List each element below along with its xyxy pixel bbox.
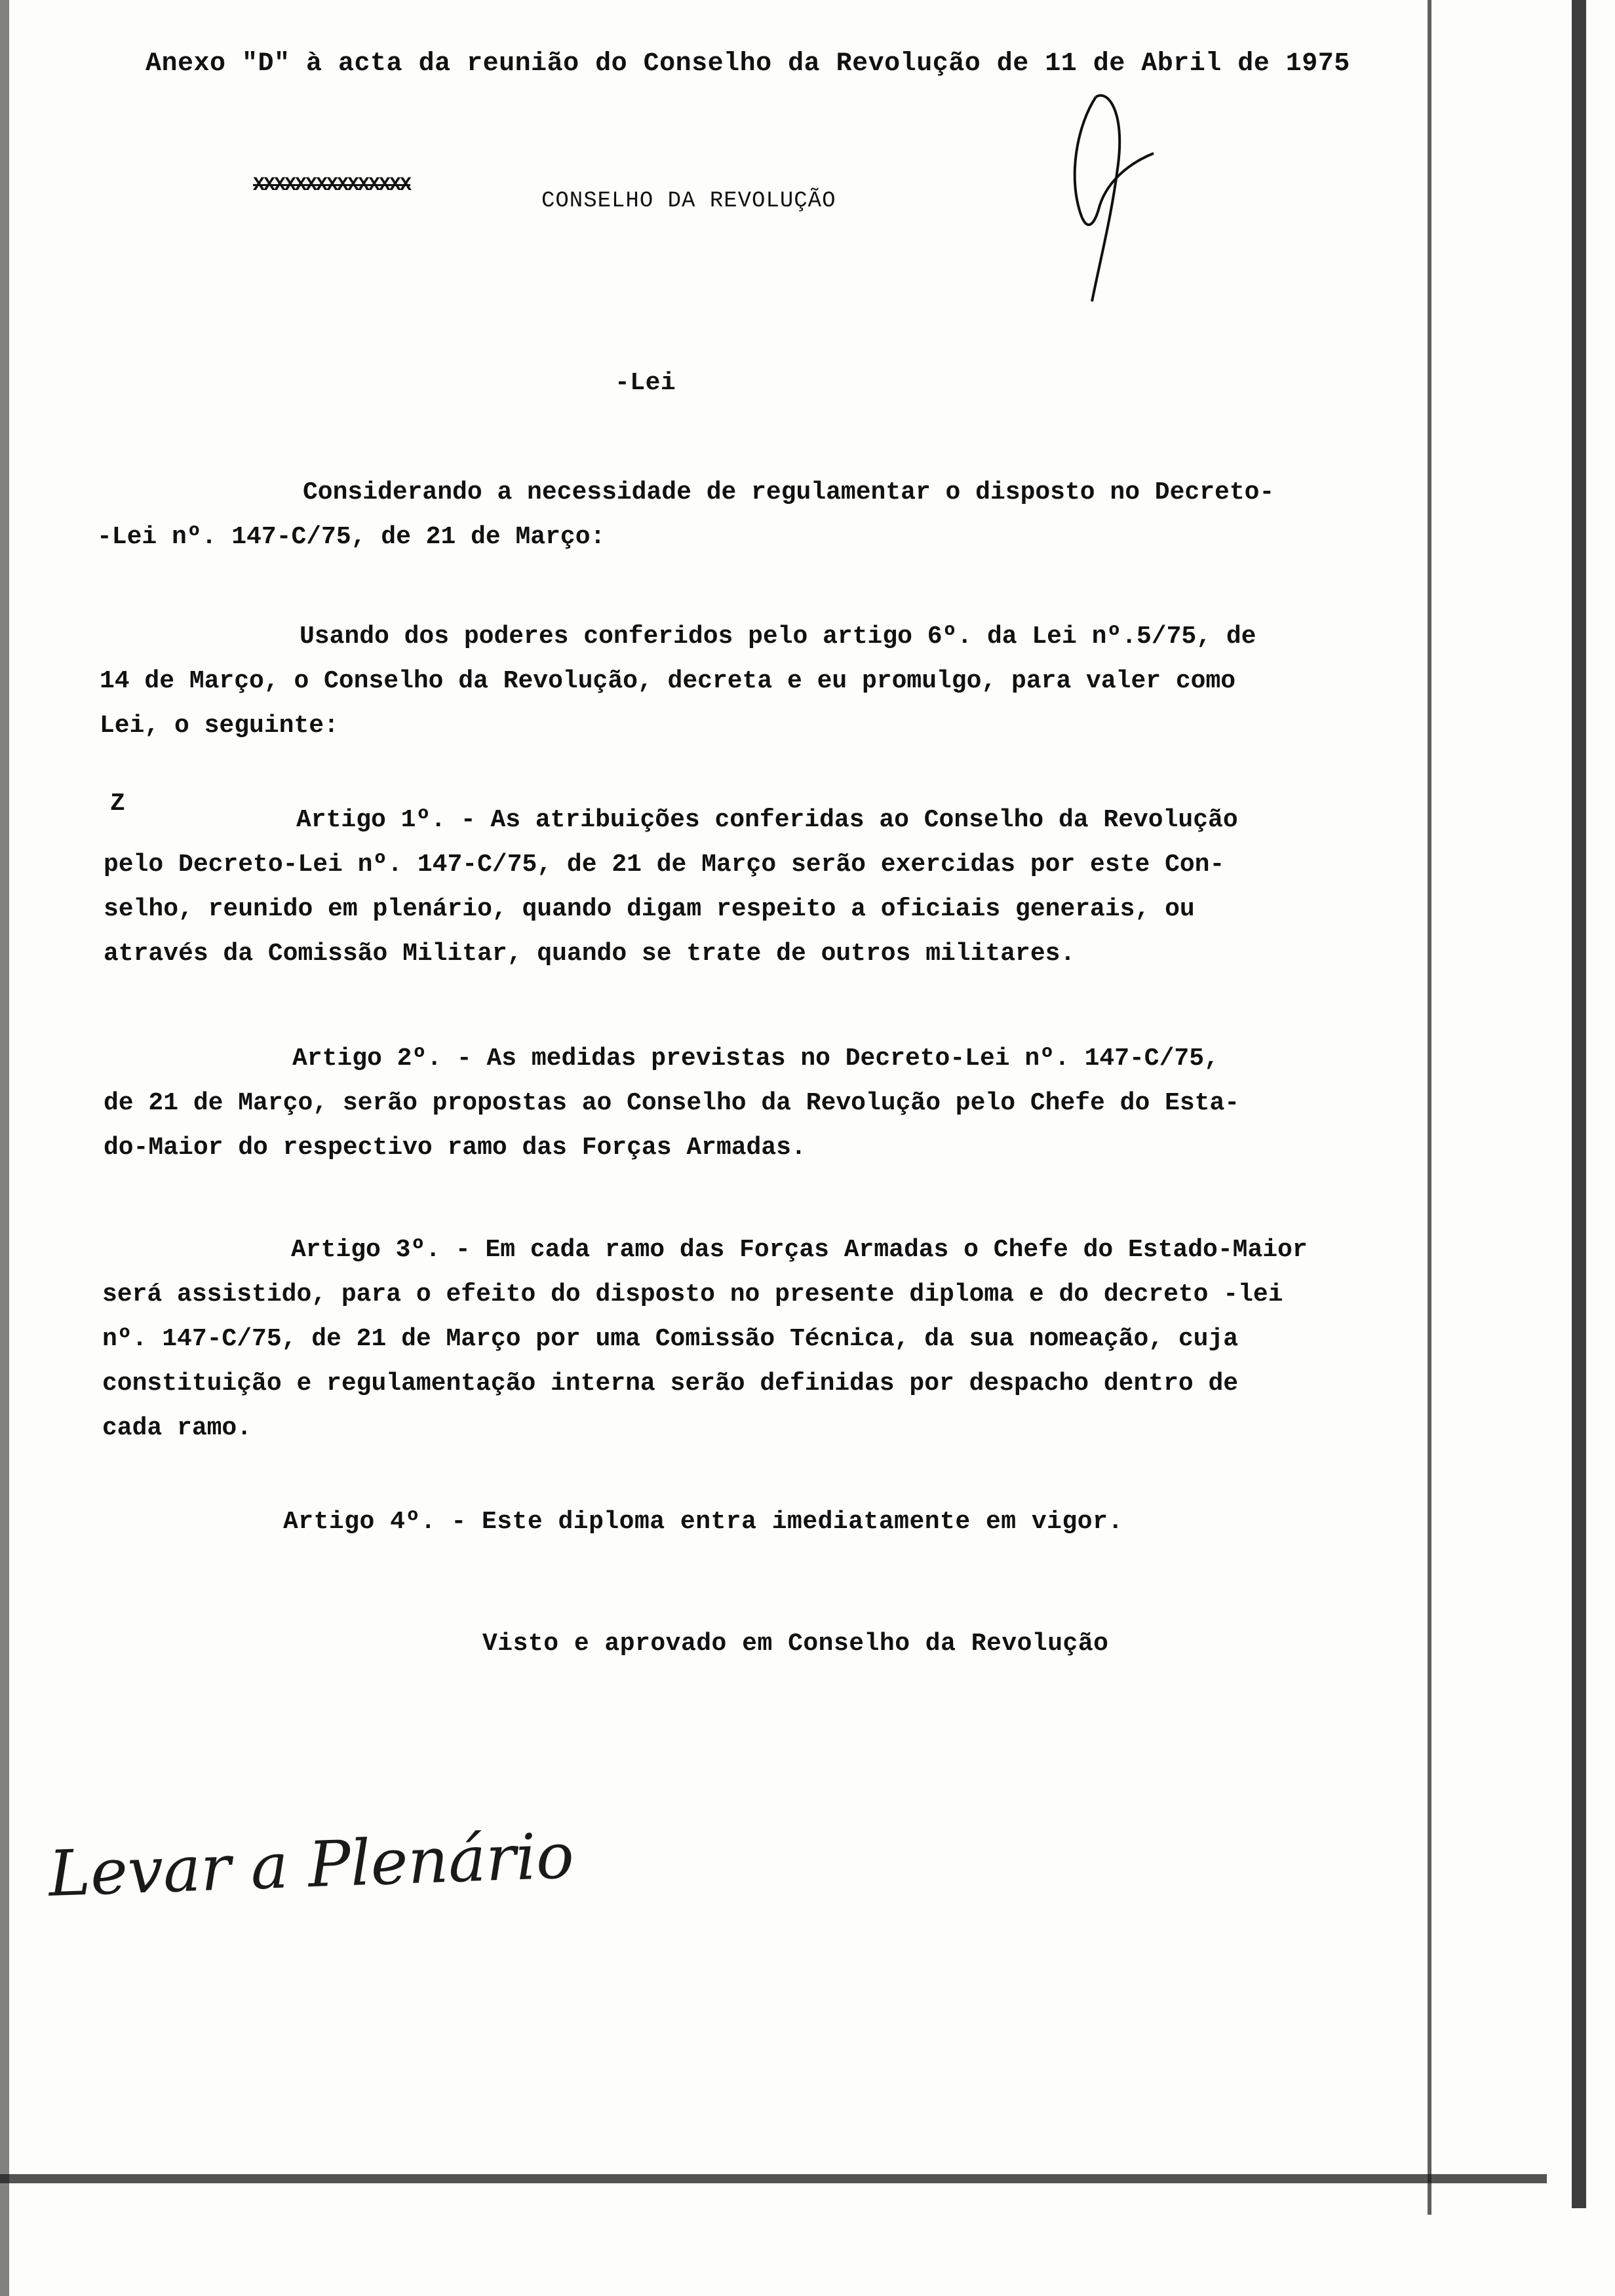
article-4: Artigo 4º. - Este diploma entra imediatamente em vigor.	[283, 1508, 1123, 1536]
usando-line-3: Lei, o seguinte:	[100, 712, 339, 740]
preamble-usando	[100, 615, 1256, 748]
article-1-line-1: Artigo 1º. - As atribuições conferidas ao Conselho da Revolução	[296, 806, 1238, 834]
usando-line-1: Usando dos poderes conferidos pelo artigo 6º. da Lei nº.5/75, de	[300, 622, 1256, 651]
article-3-line-1: Artigo 3º. - Em cada ramo das Forças Armadas o Chefe do Estado-Maior	[291, 1236, 1308, 1264]
right-page-border	[1572, 0, 1586, 2208]
article-1	[104, 798, 1238, 976]
usando-line-2: 14 de Março, o Conselho da Revolução, decreta e eu promulgo, para valer como	[100, 667, 1236, 695]
considerando-line-1: Considerando a necessidade de regulamentar o disposto no Decreto-	[303, 478, 1275, 507]
doc-type: -Lei	[615, 369, 676, 397]
article-3-line-2: será assistido, para o efeito do disposto no presente diploma e do decreto -lei	[102, 1280, 1283, 1309]
article-3-line-5: cada ramo.	[102, 1414, 252, 1442]
signature-flourish	[1062, 85, 1167, 308]
article-1-line-2: pelo Decreto-Lei nº. 147-C/75, de 21 de Março serão exercidas por este Con-	[104, 851, 1225, 879]
bottom-scan-edge	[0, 2174, 1547, 2183]
article-2-line-2: de 21 de Março, serão propostas ao Conselho da Revolução pelo Chefe do Esta-	[104, 1089, 1240, 1117]
considerando-line-2: -Lei nº. 147-C/75, de 21 de Março:	[97, 523, 606, 551]
struck-text: XXXXXXXXXXXXXXX	[253, 174, 411, 197]
handwritten-note: Levar a Plenário	[47, 1819, 575, 1911]
preamble-considerando	[97, 470, 1274, 560]
article-2-line-1: Artigo 2º. - As medidas previstas no Decreto-Lei nº. 147-C/75,	[292, 1044, 1219, 1073]
issuer-name: CONSELHO DA REVOLUÇÃO	[541, 189, 836, 214]
left-scan-edge	[0, 0, 9, 2296]
closing-line: Visto e aprovado em Conselho da Revolução	[482, 1630, 1109, 1658]
article-2	[104, 1037, 1239, 1170]
article-1-line-3: selho, reunido em plenário, quando digam respeito a oficiais generais, ou	[104, 895, 1195, 923]
article-2-line-3: do-Maior do respectivo ramo das Forças Armadas.	[104, 1134, 806, 1162]
article-1-line-4: através da Comissão Militar, quando se trate de outros militares.	[104, 940, 1076, 968]
margin-mark: Z	[110, 790, 126, 818]
article-3-line-3: nº. 147-C/75, de 21 de Março por uma Comissão Técnica, da sua nomeação, cuja	[102, 1325, 1239, 1353]
article-3-line-4: constituição e regulamentação interna serão definidas por despacho dentro de	[102, 1369, 1239, 1398]
header-line: Anexo "D" à acta da reunião do Conselho da Revolução de 11 de Abril de 1975	[146, 49, 1350, 79]
right-scan-edge	[1428, 0, 1431, 2215]
article-3	[102, 1228, 1308, 1451]
